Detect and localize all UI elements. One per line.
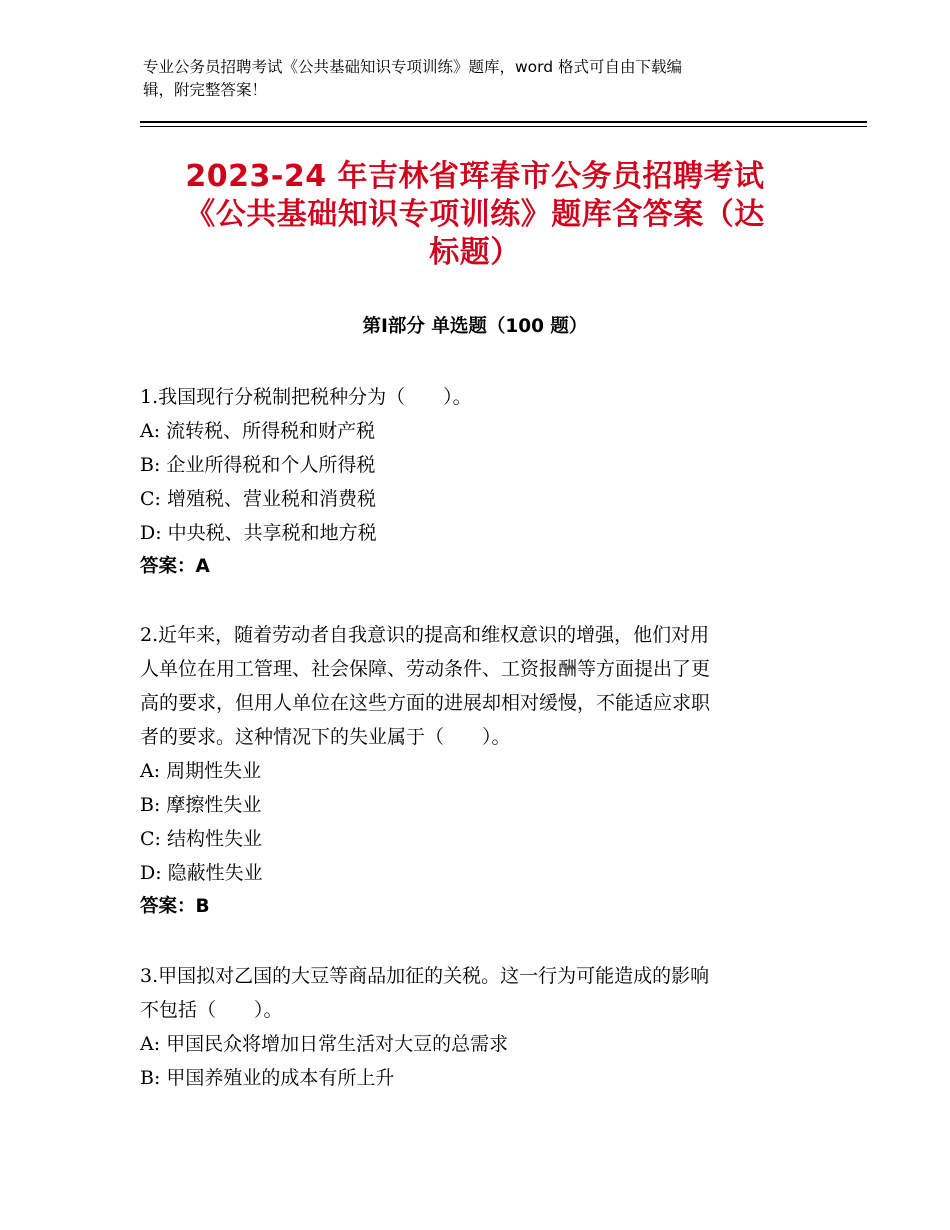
question-stem: 1.我国现行分税制把税种分为（ ）。	[140, 386, 472, 408]
header-note	[143, 56, 783, 102]
option-c: C: 结构性失业	[140, 828, 262, 850]
section-title: 第Ⅰ部分 单选题（100 题）	[362, 316, 588, 337]
question-stem: 不包括（ ）。	[140, 999, 283, 1021]
header-note-line: 专业公务员招聘考试《公共基础知识专项训练》题库，word 格式可自由下载编	[143, 58, 683, 76]
question-stem: 2.近年来，随着劳动者自我意识的提高和维权意识的增强，他们对用	[140, 624, 710, 646]
answer-label: 答案：A	[140, 556, 210, 577]
option-b: B: 企业所得税和个人所得税	[140, 454, 376, 476]
question-2	[140, 618, 820, 924]
question-stem: 者的要求。这种情况下的失业属于（ ）。	[140, 726, 511, 748]
option-b: B: 甲国养殖业的成本有所上升	[140, 1067, 395, 1089]
header-note-line: 辑，附完整答案！	[143, 81, 268, 99]
document-title-line: 《公共基础知识专项训练》题库含答案（达	[185, 197, 765, 232]
option-b: B: 摩擦性失业	[140, 794, 262, 816]
option-a: A: 甲国民众将增加日常生活对大豆的总需求	[140, 1033, 509, 1055]
header-divider-thin	[140, 126, 867, 127]
option-a: A: 流转税、所得税和财产税	[140, 420, 376, 442]
option-a: A: 周期性失业	[140, 760, 262, 782]
question-1	[140, 380, 820, 584]
question-stem: 3.甲国拟对乙国的大豆等商品加征的关税。这一行为可能造成的影响	[140, 965, 710, 987]
question-3	[140, 959, 820, 1095]
question-stem: 高的要求，但用人单位在这些方面的进展却相对缓慢，不能适应求职	[140, 692, 711, 714]
document-title-line: 标题）	[429, 235, 521, 270]
question-stem: 人单位在用工管理、社会保障、劳动条件、工资报酬等方面提出了更	[140, 658, 711, 680]
document-title-line: 2023-24 年吉林省珲春市公务员招聘考试	[185, 159, 765, 194]
option-c: C: 增殖税、营业税和消费税	[140, 488, 376, 510]
header-divider-thick	[140, 121, 867, 123]
option-d: D: 隐蔽性失业	[140, 862, 263, 884]
option-d: D: 中央税、共享税和地方税	[140, 522, 377, 544]
document-title	[110, 158, 840, 272]
answer-label: 答案：B	[140, 896, 210, 917]
